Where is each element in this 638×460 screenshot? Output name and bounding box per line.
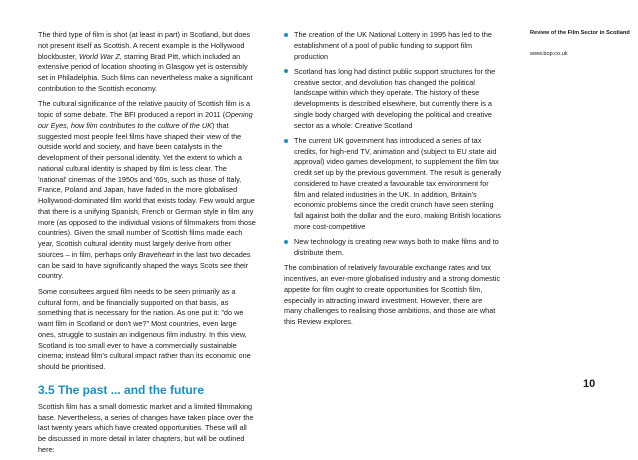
- text-run: Some consultees argued film needs to be seen primarily as a cultural form, and be financially supported on that basis, as something that is necessary for the nation. As one put it: "do we want film in Scotland or don't we?" Most countries, even large ones, struggle to sustain an indigenous film industry. In this view, Scotland is too small ever to have a commercially sustainable cinema; instead film's cultural impact rather than its economic one should be prioritised.: [38, 286, 251, 372]
- page-number: 10: [583, 378, 596, 390]
- bullet-text: The current UK government has introduced a series of tax credits, for high-end TV, animation and (subject to EU state aid approval) video games development, to supplement the film tax credit set up by the previous government. The result is generally considered to have created a favourable tax environment for film and related industries in the UK. In addition, Britain's economic problems since the credit crunch have seen sterling fall against both the dollar and the euro, making British locations more cost-competitive: [294, 135, 502, 231]
- paragraph-domestic-market: [38, 402, 256, 456]
- left-column: [38, 30, 256, 460]
- bullet-dot-icon: [284, 69, 288, 73]
- bullet-list: [284, 30, 502, 259]
- text-run: The cultural significance of the relative paucity of Scottish film is a topic of some debate. The BFI produced a report in 2011 (: [38, 99, 251, 120]
- bullet-dot-icon: [284, 240, 288, 244]
- text-run: The third type of film is shot (at least in part) in Scotland, but does not present itself as Scottish. A recent example is the Hollywood blockbuster,: [38, 30, 251, 61]
- middle-column: [284, 30, 502, 333]
- bullet-item: [284, 30, 502, 62]
- text-run: Scottish film has a small domestic market and a limited filmmaking base. Nevertheless, a series of changes have taken place over the last twenty years which have created opportunities. These will all be discussed in more detail in later chapters, but will be outlined here:: [38, 401, 254, 454]
- text-run: in the last two decades can be said to have significantly shaped the ways Scots see their country.: [38, 249, 251, 281]
- paragraph-closing: The combination of relatively favourable exchange rates and tax incentives, an ever-more globalised industry and a strong domestic appetite for film ought to create opportunities for Scottish film, especially in attracting inward investment. However, there are many challenges to realising those ambitions, and those are what this Review explores.: [284, 263, 501, 327]
- text-run: , starring Brad Pitt, which included an extensive period of location shooting in Glasgow yet is ostensibly set in Philadelphia. Such films can nevertheless make a significant contribution to the Scottish economy.: [38, 51, 253, 93]
- sidebar: [530, 30, 630, 58]
- bullet-text: Scotland has long had distinct public support structures for the creative sector, and devolution has changed the political landscape within which they operate. The history of these developments is described elsewhere, but currently there is a single body charged with developing the political and creative sector as a whole: Creative Scotland: [294, 66, 496, 130]
- bullet-text: New technology is creating new ways both to make films and to distribute them.: [294, 237, 499, 258]
- bullet-item: [284, 136, 502, 233]
- italic-title: Opening our Eyes, how film contributes to the culture of the UK: [38, 110, 253, 130]
- paragraph-world-war-z: [38, 30, 256, 95]
- bullet-item: [284, 237, 502, 259]
- italic-title: Braveheart: [138, 249, 175, 259]
- report-title: Review of the Film Sector in Scotland: [530, 30, 630, 36]
- section-heading: 3.5 The past ... and the future: [38, 382, 205, 397]
- bullet-text: The creation of the UK National Lottery in 1995 has led to the establishment of a pool of public funding to support film production: [294, 30, 492, 61]
- bullet-item: [284, 67, 502, 132]
- text-run: ) that suggested most people feel films have shaped their view of the outside world and society, and have been catalysts in the development of their personal identity. Yet the extent to which a national cultural identity is shaped by film is less clear. The 'national' cinemas of the 1950s and '60s, such as those of Italy, France, Poland and Japan, have faded in the more globalised Hollywood-dominated film world that exists today. Few would argue that there is a unifying Spanish, French or German style in film any more (as opposed to the individual visions of filmmakers from those countries). Given the small number of Scottish films made each year, Scottish cultural identity must largely derive from other sources – in film, perhaps only: [38, 120, 256, 259]
- website-url: www.bop.co.uk: [530, 51, 568, 58]
- bullet-dot-icon: [284, 33, 288, 37]
- bullet-dot-icon: [284, 139, 288, 143]
- paragraph-consultees: [38, 287, 256, 373]
- italic-title: World War Z: [78, 51, 120, 61]
- paragraph-cultural-significance: [38, 99, 256, 282]
